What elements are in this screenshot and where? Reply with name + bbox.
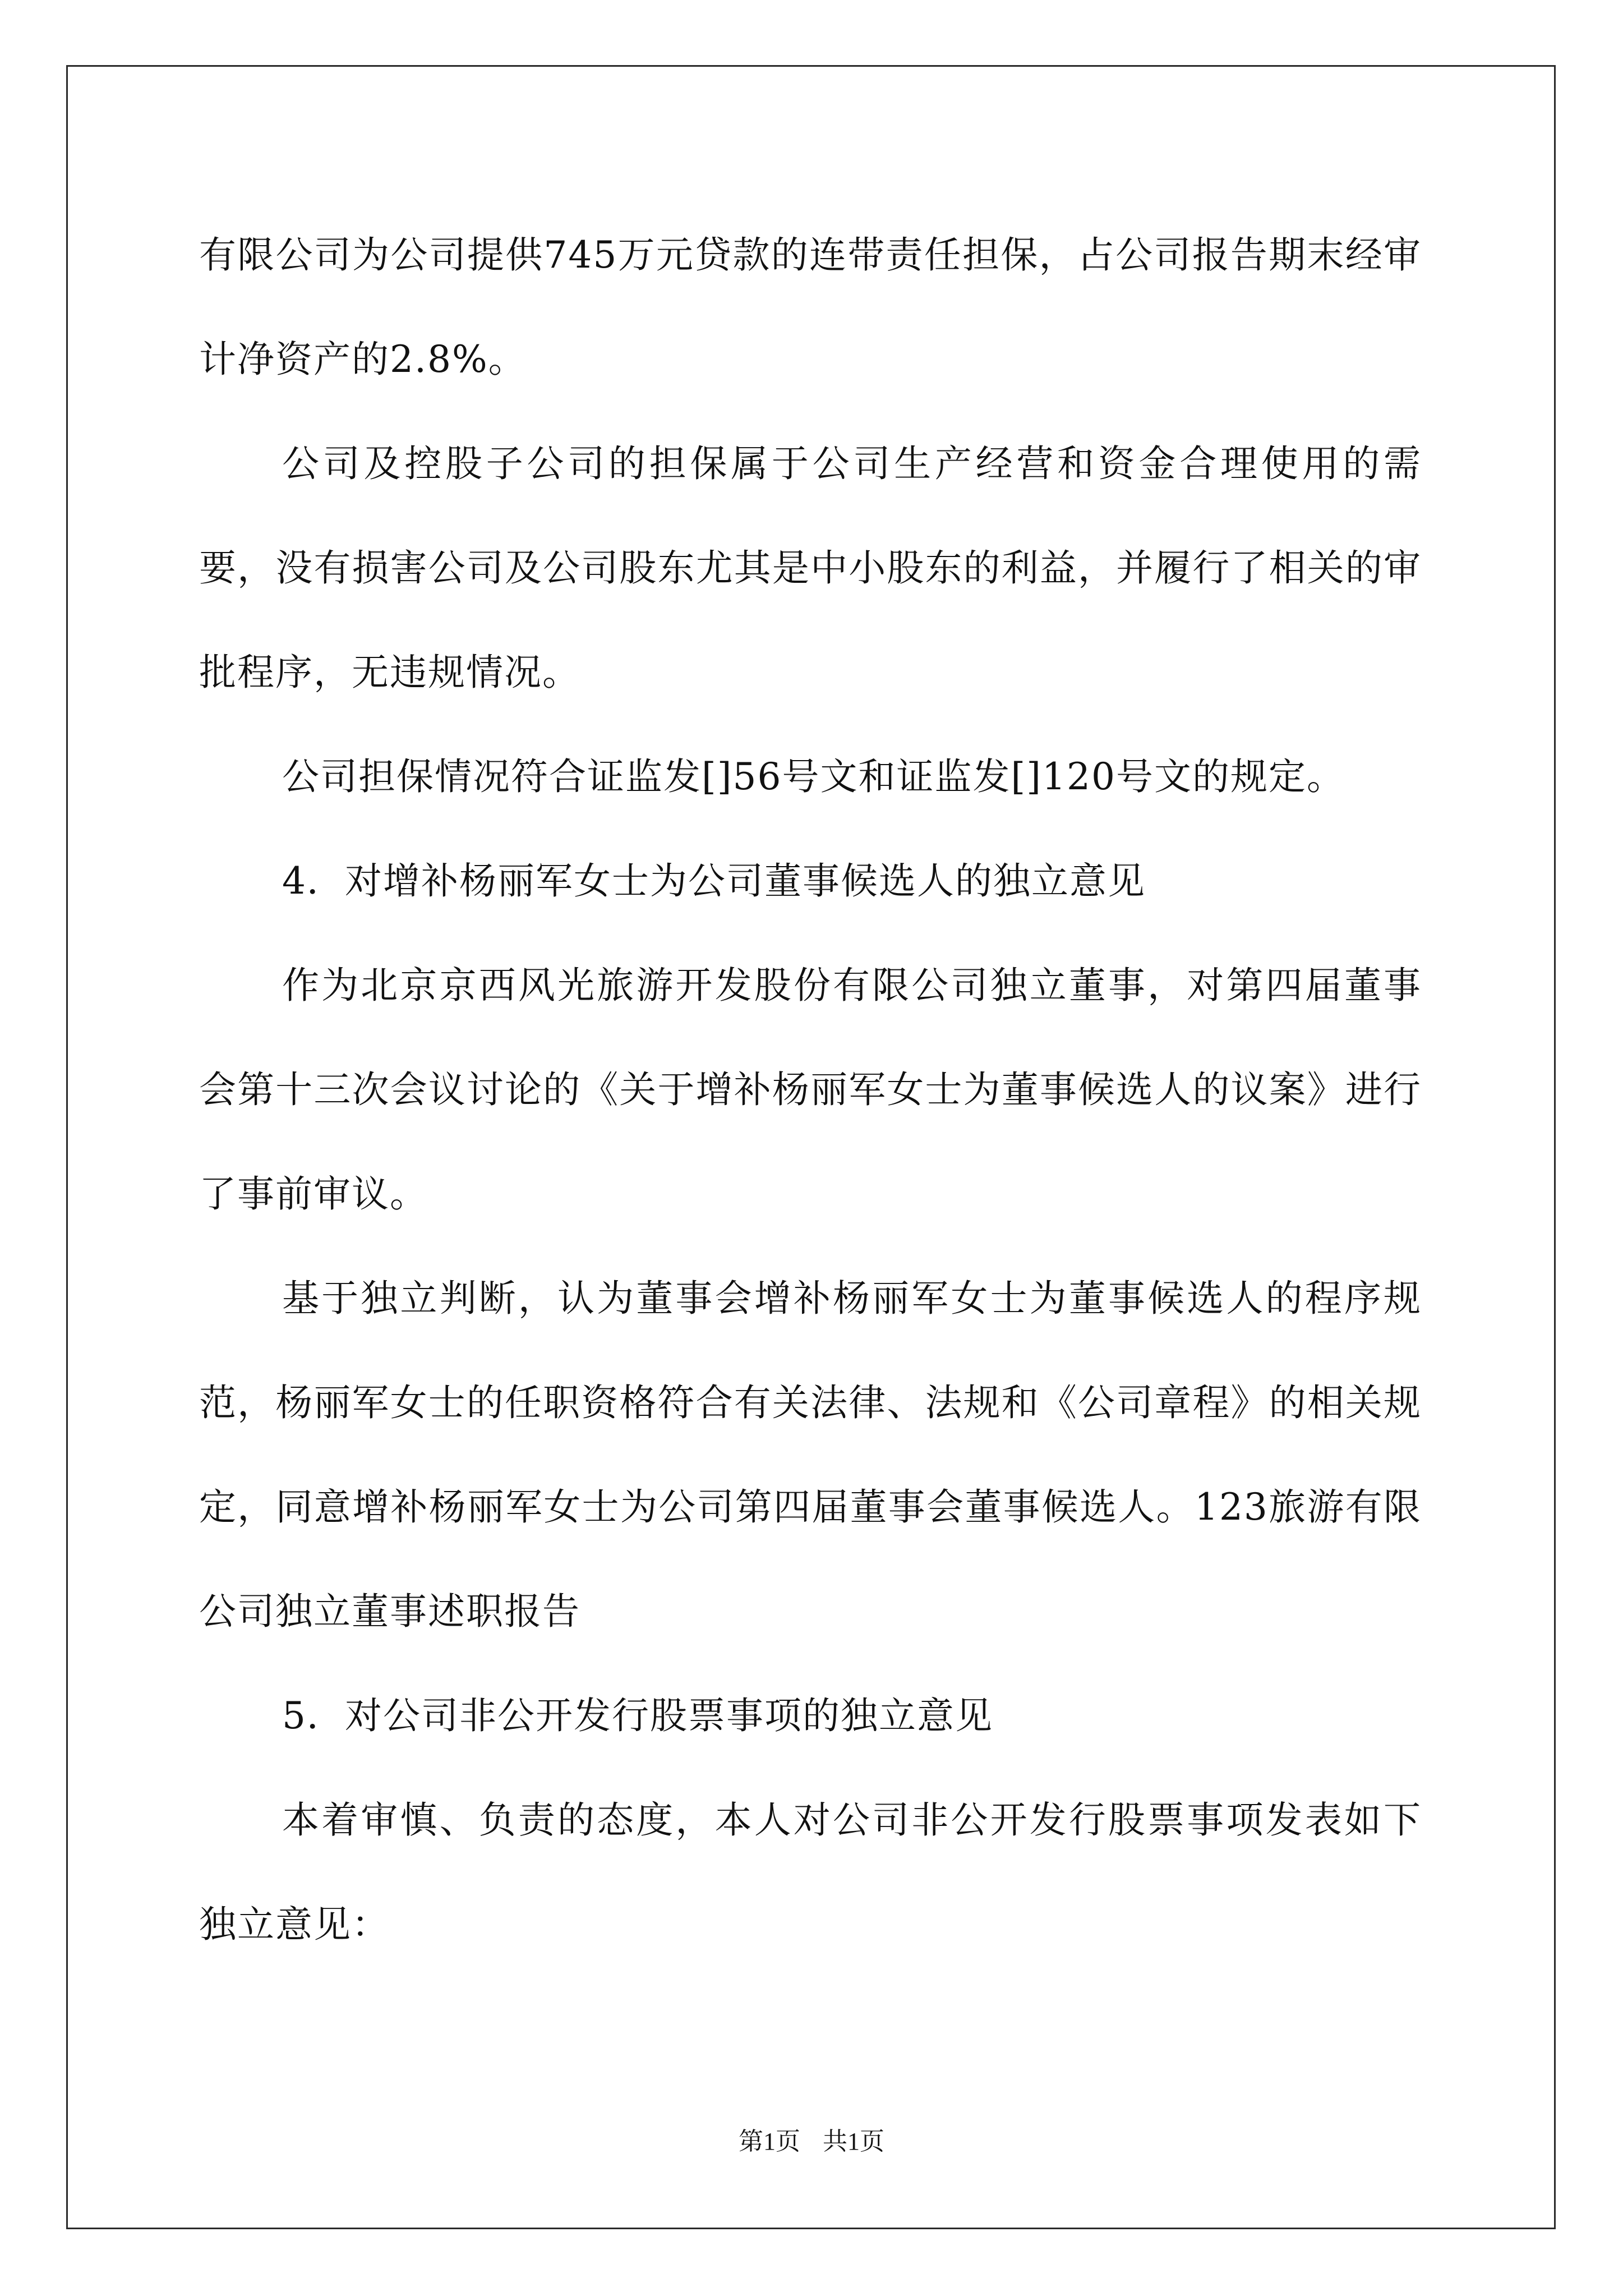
paragraph-opinion-intro: 本着审慎、负责的态度，本人对公司非公开发行股票事项发表如下独立意见： [199,1798,1422,1946]
page-footer [0,2125,1623,2159]
section-heading-5: 5．对公司非公开发行股票事项的独立意见 [282,1694,993,1737]
section-heading-4: 4．对增补杨丽军女士为公司董事候选人的独立意见 [282,859,1146,903]
page-total: 共1页 [823,2128,884,2155]
paragraph-prior-review: 作为北京京西风光旅游开发股份有限公司独立董事，对第四届董事会第十三次会议讨论的《关于增补杨丽军女士为董事候选人的议案》进行了事前审议。 [199,964,1422,1216]
paragraph-independent-judgment: 基于独立判断，认为董事会增补杨丽军女士为董事候选人的程序规范，杨丽军女士的任职资格符合有关法律、法规和《公司章程》的相关规定，同意增补杨丽军女士为公司第四届董事会董事候选人。123旅游有限公司独立董事述职报告 [199,1277,1422,1633]
paragraph-regulation-reference: 公司担保情况符合证监发[]56号文和证监发[]120号文的规定。 [282,755,1345,798]
document-body [199,203,1422,1977]
page-number: 第1页 [739,2128,800,2155]
paragraph-guarantee-amount: 有限公司为公司提供745万元贷款的连带责任担保，占公司报告期末经审计净资产的2.8%。 [199,233,1422,381]
paragraph-guarantee-compliance: 公司及控股子公司的担保属于公司生产经营和资金合理使用的需要，没有损害公司及公司股东尤其是中小股东的利益，并履行了相关的审批程序，无违规情况。 [199,442,1422,694]
